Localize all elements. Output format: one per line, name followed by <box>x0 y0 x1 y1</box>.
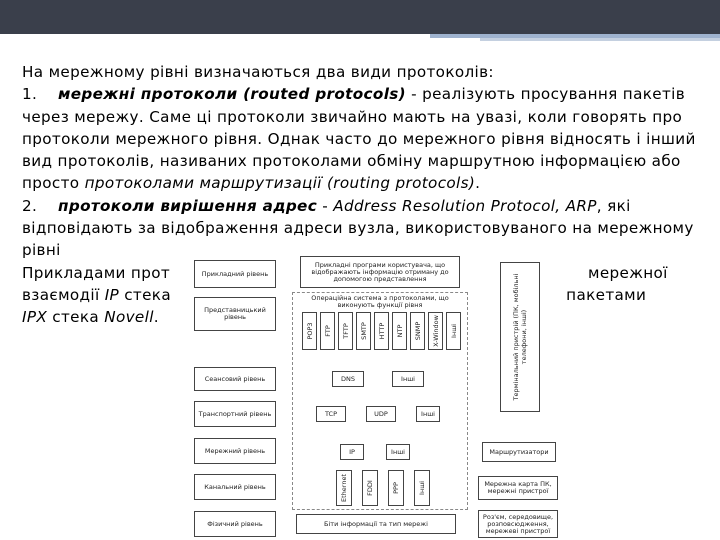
proto-label: TFTP <box>341 323 350 339</box>
proto-udp: UDP <box>366 406 396 422</box>
item2-text: , які відповідають за відображення адреси вузла, використовуваного на мережному рівні <box>22 196 694 260</box>
proto-label: FDDI <box>366 480 374 496</box>
proto-label: SNMP <box>413 321 422 341</box>
proto-label: FTP <box>323 325 332 337</box>
layer-application: Прикладний рівень <box>194 260 276 288</box>
proto-pop3 <box>302 312 317 350</box>
layer-transport: Транспортний рівень <box>194 401 276 427</box>
proto-ip: IP <box>340 444 364 460</box>
terminal-device-box <box>500 262 540 412</box>
app-programs-box: Прикладні програми користувача, що відображають інформацію отриману до допомогою представлення <box>300 256 460 288</box>
proto-label: Інші <box>449 324 458 338</box>
slide-header-bar <box>0 0 720 34</box>
examples-start: Прикладами прот <box>22 263 171 282</box>
routers-box: Маршрутизатори <box>482 442 556 462</box>
item1-end: . <box>475 174 481 193</box>
list-number: 1. <box>22 85 38 104</box>
list-number: 2. <box>22 196 38 215</box>
proto-fddi <box>362 470 378 506</box>
proto-dns: DNS <box>332 371 364 387</box>
proto-network-other: Інші <box>386 444 410 460</box>
term-ip: IP <box>104 285 120 304</box>
intro-paragraph: На мережному рівні визначаються два види протоколів: <box>22 63 494 81</box>
physical-media-box: Роз'єм, середовище, розповсюдження, мережеві пристрої <box>478 510 558 538</box>
proto-session-other: Інші <box>392 371 424 387</box>
proto-label: NTP <box>395 324 404 338</box>
slide-body-text <box>22 61 708 329</box>
term-ipx: IPX <box>22 308 48 327</box>
proto-label: Інші <box>418 481 426 495</box>
proto-http <box>374 312 389 350</box>
layer-datalink: Канальний рівень <box>194 474 276 500</box>
layer-network: Мережний рівень <box>194 438 276 464</box>
nic-box: Мережна карта ПК, мережні пристрої <box>478 476 558 500</box>
proto-smtp <box>356 312 371 350</box>
proto-label: Ethernet <box>340 474 348 502</box>
proto-ntp <box>392 312 407 350</box>
examples-word: пакетами <box>560 285 647 304</box>
proto-ethernet <box>336 470 352 506</box>
proto-label: PPP <box>392 482 400 494</box>
examples-word: стека <box>47 308 105 327</box>
proto-label: X-Window <box>431 315 440 347</box>
list-item-address-resolution <box>22 195 708 262</box>
terminal-device-label: Термінальний пристрій (ПК, мобільні телефони, інші) <box>512 273 528 401</box>
os-caption: Операційна система з протоколами, що виконують функції рівня <box>300 294 460 310</box>
proto-ppp <box>388 470 404 506</box>
proto-label: HTTP <box>377 322 386 340</box>
item1-text: - реалізують просування пакетів через мережу. Саме ці протоколи звичайно мають на увазі, коли говорять про протоколи мережного рівня. Однак часто до мережного рівня відносять і інший вид протоколів, називаних протоколами обміну маршрутною інформацією або просто <box>22 85 696 193</box>
examples-end: . <box>153 308 159 327</box>
layer-physical: Фізичний рівень <box>194 511 276 537</box>
proto-label: SMTP <box>359 322 368 340</box>
examples-word: стека <box>119 285 171 304</box>
proto-snmp <box>410 312 425 350</box>
proto-tcp: TCP <box>316 406 346 422</box>
proto-label: POP3 <box>305 322 314 340</box>
list-item-routed-protocols <box>22 83 708 194</box>
term-arp: Address Resolution Protocol, ARP <box>333 196 597 215</box>
term-address-resolution: протоколи вирішення адрес <box>58 196 318 215</box>
proto-transport-other: Інші <box>416 406 440 422</box>
proto-other <box>446 312 461 350</box>
proto-datalink-other <box>414 470 430 506</box>
layer-presentation: Представницький рівень <box>194 297 276 331</box>
proto-xwindow <box>428 312 443 350</box>
proto-tftp <box>338 312 353 350</box>
term-routed-protocols: мережні протоколи (routed protocols) <box>58 85 406 104</box>
term-novell: Novell <box>104 308 154 327</box>
header-accent-stripe-light <box>480 38 720 41</box>
examples-word: мережної <box>588 263 668 282</box>
layer-session: Сеансовий рівень <box>194 367 276 391</box>
item2-dash: - <box>317 196 334 215</box>
physical-bits-box: Біти інформації та тип мережі <box>296 514 456 534</box>
examples-word: взаємодії <box>22 285 105 304</box>
proto-ftp <box>320 312 335 350</box>
term-routing-protocols: протоколами маршрутизації (routing protocols) <box>84 174 476 193</box>
